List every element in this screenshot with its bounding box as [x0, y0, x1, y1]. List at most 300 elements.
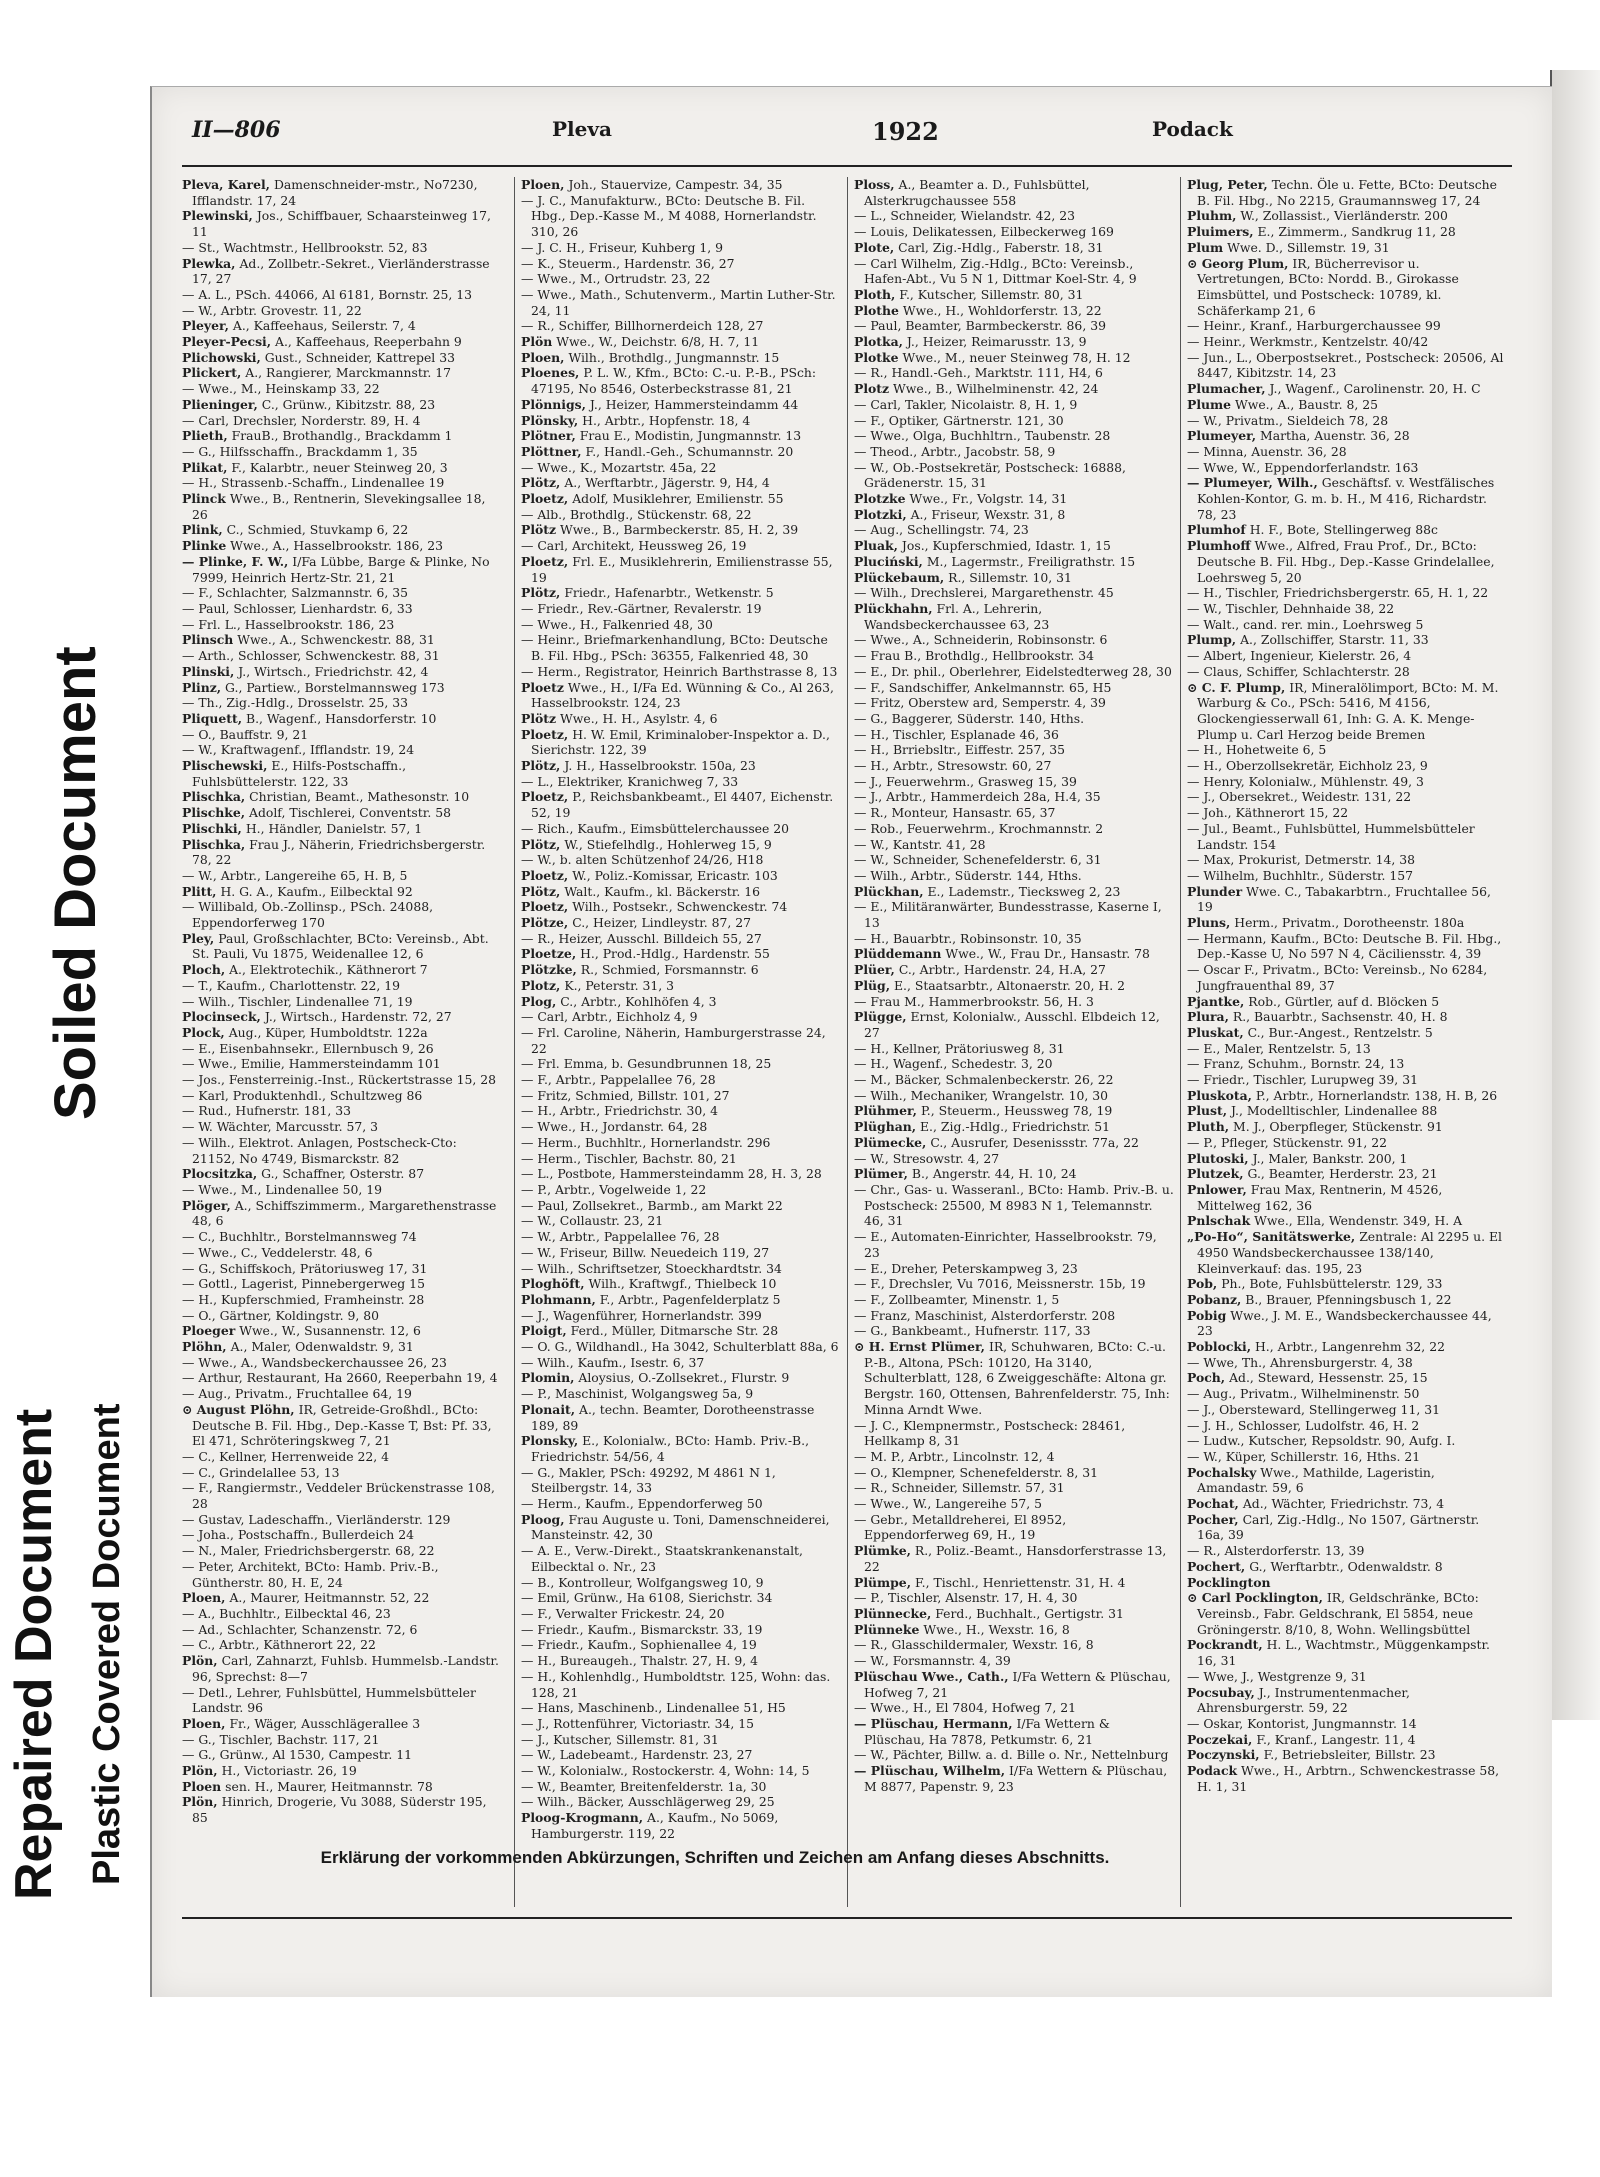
entry-details: — W., Küper, Schillerstr. 16, Hths. 21: [1187, 1448, 1421, 1464]
directory-entry: [182, 758, 502, 789]
directory-entry: [521, 475, 841, 491]
directory-entry: [854, 287, 1174, 303]
directory-entry: [1187, 1025, 1507, 1041]
directory-entry: [521, 1653, 841, 1669]
entry-details: E., Kolonialw., BCto: Hamb. Priv.-B., Friedrichstr. 54/56, 4: [531, 1433, 810, 1464]
entry-details: — H., Bauarbtr., Robinsonstr. 10, 35: [854, 930, 1082, 946]
entry-name: „Po-Ho“, Sanitätswerke,: [1187, 1229, 1356, 1245]
entry-name: Plunder: [1187, 883, 1243, 899]
directory-entry: [521, 365, 841, 396]
entry-details: H., Arbtr., Hopfenstr. 18, 4: [582, 412, 751, 428]
directory-entry: [854, 1339, 1174, 1418]
directory-entry: [521, 1700, 841, 1716]
entry-name: Plog,: [521, 993, 557, 1009]
entry-name: Pocklington: [1187, 1574, 1271, 1590]
directory-entry: [1187, 1763, 1507, 1794]
entry-details: — J., Rottenführer, Victoriastr. 34, 15: [521, 1715, 754, 1731]
directory-entry: [1187, 1418, 1507, 1434]
directory-entry: [182, 444, 502, 460]
entry-name: Plümke,: [854, 1543, 911, 1559]
directory-entry: [1187, 1355, 1507, 1371]
entry-details: Wwe., J. M. E., Wandsbeckerchaussee 44, 23: [1197, 1307, 1492, 1339]
directory-entry: [1187, 1041, 1507, 1057]
entry-name: Ploigt,: [521, 1323, 567, 1339]
directory-entry: [1187, 334, 1507, 350]
entry-details: — W., b. alten Schützenhof 24/26, H18: [521, 852, 764, 868]
directory-entry: [521, 1103, 841, 1119]
directory-entry: [521, 491, 841, 507]
directory-entry: [521, 1182, 841, 1198]
entry-name: Pluns,: [1187, 915, 1231, 931]
entry-details: — Rob., Feuerwehrm., Krochmannstr. 2: [854, 820, 1104, 836]
entry-name: Pley,: [182, 930, 215, 946]
directory-entry: [182, 413, 502, 429]
directory-entry: [521, 680, 841, 711]
entry-details: Wwe., Mathilde, Lageristin, Amandastr. 59, 6: [1197, 1464, 1435, 1496]
directory-entry: [182, 1229, 502, 1245]
directory-entry: [182, 1779, 502, 1795]
entry-name: Pluskat,: [1187, 1024, 1244, 1040]
entry-details: — Wilhelm, Buchhltr., Süderstr. 157: [1187, 867, 1414, 883]
entry-details: — Frl. Caroline, Näherin, Hamburgerstrasse 24, 22: [521, 1024, 826, 1056]
directory-entry: [521, 1433, 841, 1464]
entry-details: — Gebr., Metalldreherei, El 8952, Eppendorferweg 69, H., 19: [854, 1511, 1067, 1543]
entry-details: — C., Buchhltr., Borstelmannsweg 74: [182, 1229, 417, 1245]
entry-name: Pjantke,: [1187, 993, 1245, 1009]
directory-entry: [521, 837, 841, 853]
entry-details: I/Fa Wettern & Plüschau, M 8877, Papenstr. 9, 23: [864, 1763, 1168, 1794]
directory-entry: [182, 1088, 502, 1104]
directory-entry: [521, 617, 841, 633]
directory-entry: [182, 1653, 502, 1684]
entry-name: Plüg,: [854, 977, 891, 993]
directory-entry: [182, 350, 502, 366]
entry-details: — F., Rangiermstr., Veddeler Brückenstrasse 108, 28: [182, 1480, 495, 1512]
entry-details: — Franz, Schuhm., Bornstr. 24, 13: [1187, 1056, 1405, 1072]
directory-entry: [1187, 1088, 1507, 1104]
entry-name: Plickert,: [182, 365, 242, 381]
directory-entry: [182, 1276, 502, 1292]
directory-entry: [854, 397, 1174, 413]
entry-details: A., Kaufm., No 5069, Hamburgerstr. 119, 22: [531, 1810, 779, 1841]
entry-name: — Plüschau, Hermann,: [854, 1715, 1013, 1731]
directory-entry: [182, 1465, 502, 1481]
entry-details: — G., Grünw., Al 1530, Campestr. 11: [182, 1747, 413, 1763]
directory-entry: [1187, 1512, 1507, 1543]
directory-entry: [182, 837, 502, 868]
entry-details: — W., Forsmannstr. 4, 39: [854, 1653, 1011, 1669]
entry-name: Ploetz,: [521, 867, 569, 883]
entry-name: Plönsky,: [521, 412, 579, 428]
directory-entry: [521, 444, 841, 460]
entry-details: Geschäftsf. v. Westfälisches Kohlen-Kontor, G. m. b. H., M 416, Richardstr. 78, 23: [1197, 475, 1495, 522]
directory-entry: [521, 1669, 841, 1700]
directory-entry: [521, 554, 841, 585]
directory-entry: [182, 318, 502, 334]
entry-details: — P., Maschinist, Wolgangsweg 5a, 9: [521, 1386, 754, 1402]
directory-entry: [182, 365, 502, 381]
entry-details: C., Grünw., Kibitzstr. 88, 23: [261, 396, 436, 412]
directory-entry: [521, 946, 841, 962]
directory-entry: [521, 1763, 841, 1779]
directory-entry: [182, 381, 502, 397]
directory-entry: [1187, 1747, 1507, 1763]
directory-entry: [182, 1512, 502, 1528]
entry-details: — W., Tischler, Dehnhaide 38, 22: [1187, 600, 1395, 616]
entry-details: — W., Privatm., Sieldeich 78, 28: [1187, 412, 1389, 428]
directory-entry: [182, 680, 502, 696]
entry-details: — O., Bauffstr. 9, 21: [182, 726, 309, 742]
entry-details: F., Betriebsleiter, Billstr. 23: [1263, 1747, 1436, 1763]
directory-entry: [854, 1182, 1174, 1229]
entry-details: A., Zollschiffer, Starstr. 11, 33: [1240, 632, 1429, 648]
entry-details: I/Fa Lübbe, Barge & Plinke, No 7999, Heinrich Hertz-Str. 21, 21: [192, 553, 490, 585]
directory-entry: [1187, 931, 1507, 962]
entry-name: Plinsch: [182, 632, 234, 648]
directory-entry: [521, 1355, 841, 1371]
entry-details: Aug., Küper, Humboldtstr. 122a: [228, 1024, 428, 1040]
directory-entry: [1187, 758, 1507, 774]
directory-entry: [854, 522, 1174, 538]
entry-details: — C., Grindelallee 53, 13: [182, 1464, 340, 1480]
directory-entry: [1187, 1402, 1507, 1418]
directory-entry: [521, 1512, 841, 1543]
directory-entry: [521, 727, 841, 758]
entry-details: — Wwe, W., Eppendorferlandstr. 163: [1187, 459, 1419, 475]
entry-details: — Rud., Hufnerstr. 181, 33: [182, 1103, 352, 1119]
directory-entry: [854, 177, 1174, 208]
repaired-document-label: Repaired Document: [5, 1408, 63, 1900]
directory-entry: [1187, 1543, 1507, 1559]
directory-entry: [854, 899, 1174, 930]
directory-entry: [182, 1386, 502, 1402]
entry-details: — Wwe, Th., Ahrensburgerstr. 4, 38: [1187, 1354, 1413, 1370]
directory-entry: [1187, 1685, 1507, 1716]
entry-name: Plug, Peter,: [1187, 177, 1268, 192]
entry-details: — Emil, Grünw., Ha 6108, Sierichstr. 34: [521, 1590, 773, 1606]
entry-details: — H., Kupferschmied, Framheinstr. 28: [182, 1291, 425, 1307]
entry-details: — G., Bankbeamt., Hufnerstr. 117, 33: [854, 1323, 1091, 1339]
directory-entry: [182, 978, 502, 994]
directory-entry: [854, 994, 1174, 1010]
entry-details: Walt., Kaufm., kl. Bäckerstr. 16: [564, 883, 760, 899]
entry-details: — T., Kaufm., Charlottenstr. 22, 19: [182, 977, 401, 993]
entry-details: — Herm., Kaufm., Eppendorferweg 50: [521, 1496, 763, 1512]
entry-details: J., Instrumentenmacher, Ahrensburgerstr. 59, 22: [1197, 1684, 1410, 1716]
entry-details: A., Beamter a. D., Fuhlsbüttel, Alsterkrugchaussee 558: [864, 177, 1090, 208]
directory-entry: [854, 680, 1174, 696]
entry-details: — O., Gärtner, Koldingstr. 9, 80: [182, 1307, 379, 1323]
entry-details: — G., Makler, PSch: 49292, M 4861 N 1, Steilbergstr. 14, 33: [521, 1464, 776, 1496]
entry-details: — Alb., Brothdlg., Stückenstr. 68, 22: [521, 506, 752, 522]
entry-details: — Frau M., Hammerbrookstr. 56, H. 3: [854, 993, 1094, 1009]
entry-details: Carl, Zig.-Hdlg., No 1507, Gärtnerstr. 16a, 39: [1197, 1511, 1480, 1543]
entry-details: B., Wagenf., Hansdorferstr. 10: [246, 710, 437, 726]
directory-entry: [1187, 1370, 1507, 1386]
entry-name: Plikat,: [182, 459, 228, 475]
entry-details: J., Wirtsch., Friedrichstr. 42, 4: [238, 663, 429, 679]
directory-entry: [1187, 1465, 1507, 1496]
entry-details: — Friedr., Kaufm., Sophienallee 4, 19: [521, 1637, 757, 1653]
directory-entry: [854, 1135, 1174, 1151]
entry-name: Ploetz,: [521, 726, 569, 742]
directory-entry: [1187, 428, 1507, 444]
entry-name: Plöhn,: [182, 1339, 227, 1355]
entry-details: — W., Arbtr., Pappelallee 76, 28: [521, 1229, 720, 1245]
entry-details: E., Zimmerm., Sandkrug 11, 28: [1257, 224, 1456, 240]
entry-details: Adolf, Tischlerei, Conventstr. 58: [249, 805, 451, 821]
entry-details: — J. C., Klempnermstr., Postscheck: 28461, Hellkamp 8, 31: [854, 1417, 1126, 1449]
directory-entry: [1187, 177, 1507, 208]
entry-details: H., Arbtr., Langenrehm 32, 22: [1255, 1339, 1445, 1355]
directory-entry: [854, 1261, 1174, 1277]
directory-entry: [521, 1135, 841, 1151]
entry-details: — E., Dreher, Peterskampweg 3, 23: [854, 1260, 1078, 1276]
entry-details: F., Arbtr., Pagenfelderplatz 5: [599, 1291, 781, 1307]
abbreviation-note: Erklärung der vorkommenden Abkürzungen, Schriften und Zeichen am Anfang dieses Abschnitts.: [320, 1848, 1110, 1867]
entry-details: IR, Mineralölimport, BCto: M. M. Warburg & Co., PSch: 5416, M 4156, Glockengiesserwall 61, Inh: G. A. K. Menge-Plump u. Carl Herzog beide Bremen: [1197, 679, 1499, 742]
directory-entry: [1187, 1449, 1507, 1465]
entry-details: — H., Wagenf., Schedestr. 3, 20: [854, 1056, 1053, 1072]
directory-entry: [1187, 208, 1507, 224]
entry-details: — B., Kontrolleur, Wolfgangsweg 10, 9: [521, 1574, 764, 1590]
entry-name: Pleyer,: [182, 318, 229, 334]
directory-entry: [854, 1229, 1174, 1260]
entry-details: — Wilh., Schriftsetzer, Stoeckhardtstr. 34: [521, 1260, 782, 1276]
entry-details: Wilh., Kraftwgf., Thielbeck 10: [588, 1276, 777, 1292]
entry-details: Adolf, Musiklehrer, Emilienstr. 55: [572, 491, 784, 507]
entry-details: — L., Postbote, Hammersteindamm 28, H. 3, 28: [521, 1166, 822, 1182]
adjacent-page-edge: [1550, 70, 1600, 1720]
directory-entry: [1187, 774, 1507, 790]
entry-name: Plieninger,: [182, 396, 258, 412]
entry-details: — Wwe., H., El 7804, Hofweg 7, 21: [854, 1700, 1076, 1716]
directory-entry: [521, 413, 841, 429]
directory-entry: [182, 240, 502, 256]
entry-details: F., Kutscher, Sillemstr. 80, 31: [899, 286, 1084, 302]
entry-details: — Wwe., W., Langereihe 57, 5: [854, 1496, 1043, 1512]
directory-entry: [854, 742, 1174, 758]
directory-entry: [854, 852, 1174, 868]
directory-entry: [854, 1418, 1174, 1449]
entry-name: Pochert,: [1187, 1558, 1246, 1574]
directory-entry: [521, 350, 841, 366]
entry-details: — Jos., Fensterreinig.-Inst., Rückertstrasse 15, 28: [182, 1072, 497, 1088]
entry-name: Plühmer,: [854, 1103, 917, 1119]
directory-entry: [182, 695, 502, 711]
directory-entry: [854, 821, 1174, 837]
directory-entry: [1187, 1056, 1507, 1072]
entry-details: — H., Hohetweite 6, 5: [1187, 742, 1327, 758]
entry-name: Plotke: [854, 349, 899, 365]
directory-entry: [1187, 1009, 1507, 1025]
entry-details: — St., Wachtmstr., Hellbrookstr. 52, 83: [182, 239, 428, 255]
entry-details: Ad., Wächter, Friedrichstr. 73, 4: [1242, 1496, 1445, 1512]
entry-details: P., Steuerm., Heussweg 78, 19: [920, 1103, 1113, 1119]
entry-details: Wwe., H., Wohldorferstr. 13, 22: [902, 302, 1102, 318]
entry-name: Plinz,: [182, 679, 222, 695]
directory-entry: [1187, 1386, 1507, 1402]
entry-details: — Frl. L., Hasselbrookstr. 186, 23: [182, 616, 395, 632]
entry-name: Ploth,: [854, 286, 896, 302]
directory-entry: [182, 585, 502, 601]
directory-entry: [1187, 664, 1507, 680]
entry-details: — A. L., PSch. 44066, Al 6181, Bornstr. 25, 13: [182, 286, 473, 302]
entry-name: Ploetze,: [521, 946, 577, 962]
entry-details: H. W. Emil, Kriminalober-Inspektor a. D., Sierichstr. 122, 39: [531, 726, 830, 758]
directory-entry: [854, 1575, 1174, 1591]
entry-details: — Paul, Zollsekret., Barmb., am Markt 22: [521, 1197, 783, 1213]
entry-details: — Franz, Maschinist, Alsterdorferstr. 208: [854, 1307, 1116, 1323]
directory-entry: [854, 460, 1174, 491]
directory-entry: [1187, 884, 1507, 915]
directory-entry: [182, 1261, 502, 1277]
directory-entry: [854, 1590, 1174, 1606]
entry-details: A., Werftarbtr., Jägerstr. 9, H4, 4: [564, 475, 770, 491]
entry-name: Plewka,: [182, 255, 236, 271]
entry-name: Pockrandt,: [1187, 1637, 1263, 1653]
entry-name: Plischka,: [182, 836, 246, 852]
entry-details: — H., Strassenb.-Schaffn., Lindenallee 19: [182, 475, 445, 491]
entry-details: — W., Schneider, Schenefelderstr. 6, 31: [854, 852, 1102, 868]
directory-entry: [1187, 1433, 1507, 1449]
directory-entry: [521, 1261, 841, 1277]
directory-entry: [182, 1606, 502, 1622]
entry-details: — W., Arbtr., Langereihe 65, H. B, 5: [182, 867, 408, 883]
entry-details: — Oskar, Kontorist, Jungmannstr. 14: [1187, 1715, 1417, 1731]
entry-details: — R., Glasschildermaler, Wexstr. 16, 8: [854, 1637, 1094, 1653]
entry-details: J., Modelltischler, Lindenallee 88: [1231, 1103, 1438, 1119]
directory-entry: [854, 1543, 1174, 1574]
entry-name: Pnlschak: [1187, 1213, 1251, 1229]
entry-details: A., techn. Beamter, Dorotheenstrasse 189, 89: [531, 1401, 815, 1433]
entry-details: — Wilh., Mechaniker, Wrangelstr. 10, 30: [854, 1087, 1108, 1103]
entry-details: P., Arbtr., Hornerlandstr. 138, H. B, 26: [1255, 1087, 1498, 1103]
entry-details: — W., Ladebeamt., Hardenstr. 23, 27: [521, 1747, 753, 1763]
entry-details: A., Schiffszimmerm., Margarethenstrasse 48, 6: [192, 1197, 497, 1229]
entry-details: W., Zollassist., Vierländerstr. 200: [1240, 208, 1448, 224]
directory-entry: [1187, 1575, 1507, 1591]
directory-entry: [854, 946, 1174, 962]
directory-entry: [182, 1041, 502, 1057]
directory-entry: [521, 318, 841, 334]
directory-page: [150, 86, 1552, 1997]
entry-details: — Herm., Tischler, Bachstr. 80, 21: [521, 1150, 737, 1166]
directory-entry: [1187, 1669, 1507, 1685]
directory-entry: [1187, 1559, 1507, 1575]
entry-name: Pluth,: [1187, 1119, 1230, 1135]
entry-details: — J., Kutscher, Sillemstr. 81, 31: [521, 1731, 719, 1747]
entry-details: — Ad., Schlachter, Schanzenstr. 72, 6: [182, 1621, 418, 1637]
entry-details: A., Friseur, Wexstr. 31, 8: [910, 506, 1066, 522]
last-entry-word: Podack: [1152, 117, 1233, 141]
entry-name: Plischki,: [182, 820, 242, 836]
entry-details: — Herm., Registrator, Heinrich Barthstrasse 8, 13: [521, 663, 838, 679]
entry-details: Frl. A., Lehrerin, Wandsbeckerchaussee 63, 23: [864, 600, 1050, 632]
directory-entry: [182, 303, 502, 319]
entry-details: Carl, Zig.-Hdlg., Faberstr. 18, 31: [898, 239, 1104, 255]
entry-details: K., Peterstr. 31, 3: [564, 977, 675, 993]
entry-details: — Claus, Schiffer, Schlachterstr. 28: [1187, 663, 1410, 679]
directory-entry: [854, 1669, 1174, 1700]
entry-name: Plötz: [521, 522, 557, 538]
directory-entry: [182, 1135, 502, 1166]
directory-entry: [1187, 1339, 1507, 1355]
directory-entry: [854, 1292, 1174, 1308]
entry-details: H. F., Bote, Stellingerweg 88c: [1249, 522, 1438, 538]
entry-details: — H., Tischler, Esplanade 46, 36: [854, 726, 1059, 742]
directory-entry: [854, 507, 1174, 523]
directory-entry: [182, 554, 502, 585]
directory-entry: [854, 1276, 1174, 1292]
entry-details: Aloysius, O.-Zollsekret., Flurstr. 9: [578, 1370, 790, 1386]
directory-entry: [521, 1339, 841, 1355]
directory-entry: [521, 1323, 841, 1339]
directory-entry: [854, 1323, 1174, 1339]
entry-name: Plünneke: [854, 1621, 920, 1637]
directory-entry: [182, 397, 502, 413]
entry-details: — M., Bäcker, Schmalenbeckerstr. 26, 22: [854, 1072, 1114, 1088]
directory-entry: [521, 1056, 841, 1072]
directory-entry: [854, 1449, 1174, 1465]
entry-details: M., Lagermstr., Freiligrathstr. 15: [926, 553, 1136, 569]
entry-details: Wwe., W., Deichstr. 6/8, H. 7, 11: [556, 334, 760, 350]
directory-entry: [521, 287, 841, 318]
entry-details: — Albert, Ingenieur, Kielerstr. 26, 4: [1187, 648, 1412, 664]
entry-details: Joh., Stauervize, Campestr. 34, 35: [568, 177, 783, 192]
entry-details: — Wwe., M., Lindenallee 50, 19: [182, 1182, 383, 1197]
entry-details: IR, Geldschränke, BCto: Vereinsb., Fabr. Geldschrank, El 5854, neue Gröningerstr. 8/10, 8, Wohn. Wellingsbüttel: [1197, 1590, 1479, 1637]
entry-name: Plötz,: [521, 883, 561, 899]
entry-name: Ploetz,: [521, 491, 569, 507]
entry-details: H. G. A., Kaufm., Eilbecktal 92: [220, 883, 413, 899]
entry-details: — Karl, Produktenhdl., Schultzweg 86: [182, 1087, 423, 1103]
entry-details: — Peter, Architekt, BCto: Hamb. Priv.-B., Güntherstr. 80, H. E, 24: [182, 1558, 439, 1590]
entry-details: — Willibald, Ob.-Zollinsp., PSch. 24088, Eppendorferweg 170: [182, 899, 434, 931]
directory-entry: [182, 1622, 502, 1638]
entry-details: — A. E., Verw.-Direkt., Staatskrankenanstalt, Eilbecktal o. Nr., 23: [521, 1543, 803, 1574]
entry-name: Plötz,: [521, 836, 561, 852]
entry-name: Ploch,: [182, 962, 226, 978]
entry-name: Plötner,: [521, 428, 576, 444]
entry-details: — Fritz, Schmied, Billstr. 101, 27: [521, 1087, 730, 1103]
directory-entry: [521, 1166, 841, 1182]
entry-name: Pobig: [1187, 1307, 1227, 1323]
directory-entry: [521, 978, 841, 994]
page-number: II—806: [192, 117, 281, 143]
entry-details: — H., Kohlenhdlg., Humboldtstr. 125, Wohn: das. 128, 21: [521, 1668, 831, 1700]
directory-entry: [1187, 805, 1507, 821]
entry-details: — F., Zollbeamter, Minenstr. 1, 5: [854, 1291, 1060, 1307]
entry-details: Wilh., Postsekr., Schwenckestr. 74: [572, 899, 788, 915]
entry-name: Plischke,: [182, 805, 246, 821]
directory-entry: [1187, 632, 1507, 648]
directory-entry: [182, 632, 502, 648]
entry-details: — A., Buchhltr., Eilbecktal 46, 23: [182, 1605, 391, 1621]
entry-details: G., Partiew., Borstelmannsweg 173: [225, 679, 445, 695]
entry-details: — P., Pfleger, Stückenstr. 91, 22: [1187, 1134, 1388, 1150]
entry-name: Plön,: [182, 1763, 218, 1779]
directory-entry: [854, 1151, 1174, 1167]
entry-details: Ad., Steward, Hessenstr. 25, 15: [1229, 1370, 1428, 1386]
directory-entry: [854, 381, 1174, 397]
entry-name: Plotzke: [854, 491, 906, 507]
directory-entry: [521, 1151, 841, 1167]
directory-entry: [1187, 350, 1507, 381]
entry-details: Frau Max, Rentnerin, M 4526, Mittelweg 162, 36: [1197, 1182, 1443, 1213]
directory-entry: [182, 821, 502, 837]
directory-entry: [854, 334, 1174, 350]
